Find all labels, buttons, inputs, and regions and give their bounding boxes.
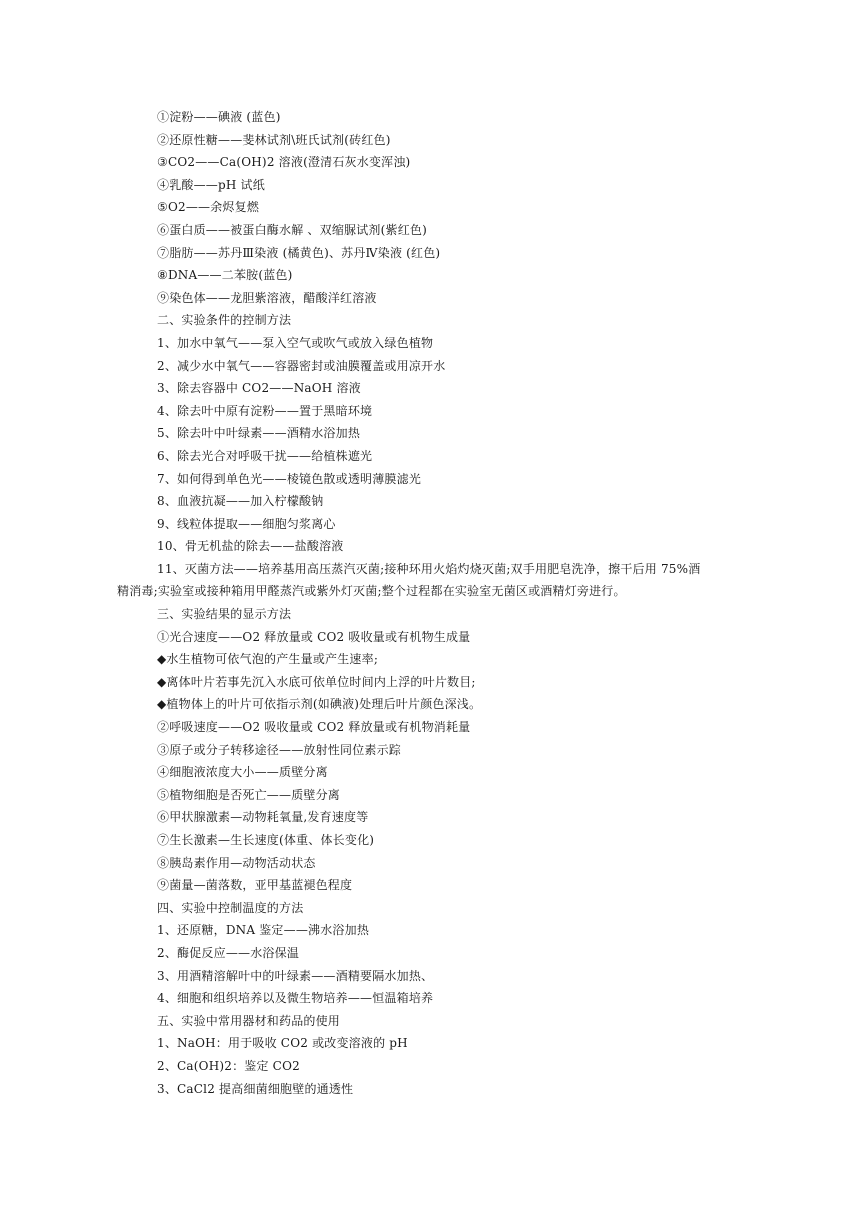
text-line: ⑤植物细胞是否死亡——质壁分离	[157, 787, 341, 802]
text-line: ◆水生植物可依气泡的产生量或产生速率;	[157, 652, 379, 667]
text-line: ⑧胰岛素作用—动物活动状态	[157, 855, 316, 870]
text-line: 4、细胞和组织培养以及微生物培养——恒温箱培养	[157, 991, 434, 1006]
text-line: 7、如何得到单色光——棱镜色散或透明薄膜滤光	[157, 471, 422, 486]
text-line: ④细胞液浓度大小——质壁分离	[157, 765, 328, 780]
text-line: ⑦生长激素—生长速度(体重、体长变化)	[157, 833, 375, 847]
text-line: 10、骨无机盐的除去——盐酸溶液	[157, 539, 344, 554]
text-line: ⑥甲状腺激素—动物耗氧量,发育速度等	[157, 810, 369, 825]
text-line: 6、除去光合对呼吸干扰——给植株遮光	[157, 448, 373, 463]
text-line: ⑤O2——余烬复燃	[157, 200, 260, 215]
text-line: 4、除去叶中原有淀粉——置于黑暗环境	[157, 403, 373, 418]
document-body	[117, 106, 757, 1100]
section-heading: 三、实验结果的显示方法	[157, 607, 292, 622]
text-line: 3、用酒精溶解叶中的叶绿素——酒精要隔水加热、	[157, 968, 434, 983]
text-line: ①光合速度——O2 释放量或 CO2 吸收量或有机物生成量	[157, 629, 471, 644]
text-line: ⑥蛋白质——被蛋白酶水解 、双缩脲试剂(紫红色)	[157, 222, 427, 237]
text-line: 2、减少水中氧气——容器密封或油膜覆盖或用凉开水	[157, 358, 446, 373]
text-line: ③CO2——Ca(OH)2 溶液(澄清石灰水变浑浊)	[157, 155, 411, 170]
text-line: ②呼吸速度——O2 吸收量或 CO2 释放量或有机物消耗量	[157, 720, 471, 735]
text-line: 2、酶促反应——水浴保温	[157, 945, 300, 960]
text-line: ◆植物体上的叶片可依指示剂(如碘液)处理后叶片颜色深浅。	[157, 697, 482, 712]
section-heading: 五、实验中常用器材和药品的使用	[157, 1013, 341, 1028]
text-line: 3、除去容器中 CO2——NaOH 溶液	[157, 381, 361, 396]
text-line: ④乳酸——pH 试纸	[157, 177, 265, 192]
text-line: ③原子或分子转移途径——放射性同位素示踪	[157, 742, 402, 757]
text-line: ⑧DNA——二苯胺(蓝色)	[157, 268, 293, 283]
text-line: ⑨染色体——龙胆紫溶液，醋酸洋红溶液	[157, 290, 377, 305]
text-line: 2、Ca(OH)2：鉴定 CO2	[157, 1058, 300, 1073]
text-line: 1、加水中氧气——泵入空气或吹气或放入绿色植物	[157, 335, 434, 350]
text-line: ①淀粉——碘液 (蓝色)	[157, 110, 281, 124]
section-heading: 四、实验中控制温度的方法	[157, 900, 304, 915]
text-line: ⑨菌量—菌落数，亚甲基蓝褪色程度	[157, 878, 353, 893]
paragraph-sterilization	[117, 558, 757, 603]
text-line: 1、还原糖，DNA 鉴定——沸水浴加热	[157, 923, 370, 938]
text-line: ⑦脂肪——苏丹Ⅲ染液 (橘黄色)、苏丹Ⅳ染液 (红色)	[157, 245, 441, 260]
text-line: ②还原性糖——斐林试剂\班氏试剂(砖红色)	[157, 132, 391, 147]
paragraph-line: 精消毒;实验室或接种箱用甲醛蒸汽或紫外灯灭菌;整个过程都在实验室无菌区或酒精灯旁进行。	[117, 584, 626, 599]
text-line: 1、NaOH：用于吸收 CO2 或改变溶液的 pH	[157, 1036, 408, 1051]
text-line: 9、线粒体提取——细胞匀浆离心	[157, 516, 336, 531]
text-line: 5、除去叶中叶绿素——酒精水浴加热	[157, 426, 361, 441]
text-line: 3、CaCl2 提高细菌细胞壁的通透性	[157, 1081, 354, 1096]
paragraph-line: 11、灭菌方法——培养基用高压蒸汽灭菌;接种环用火焰灼烧灭菌;双手用肥皂洗净，擦干后用 75%酒	[157, 561, 701, 576]
text-line: 8、血液抗凝——加入柠檬酸钠	[157, 494, 324, 509]
section-heading: 二、实验条件的控制方法	[157, 313, 292, 328]
text-line: ◆离体叶片若事先沉入水底可依单位时间内上浮的叶片数目;	[157, 674, 476, 689]
